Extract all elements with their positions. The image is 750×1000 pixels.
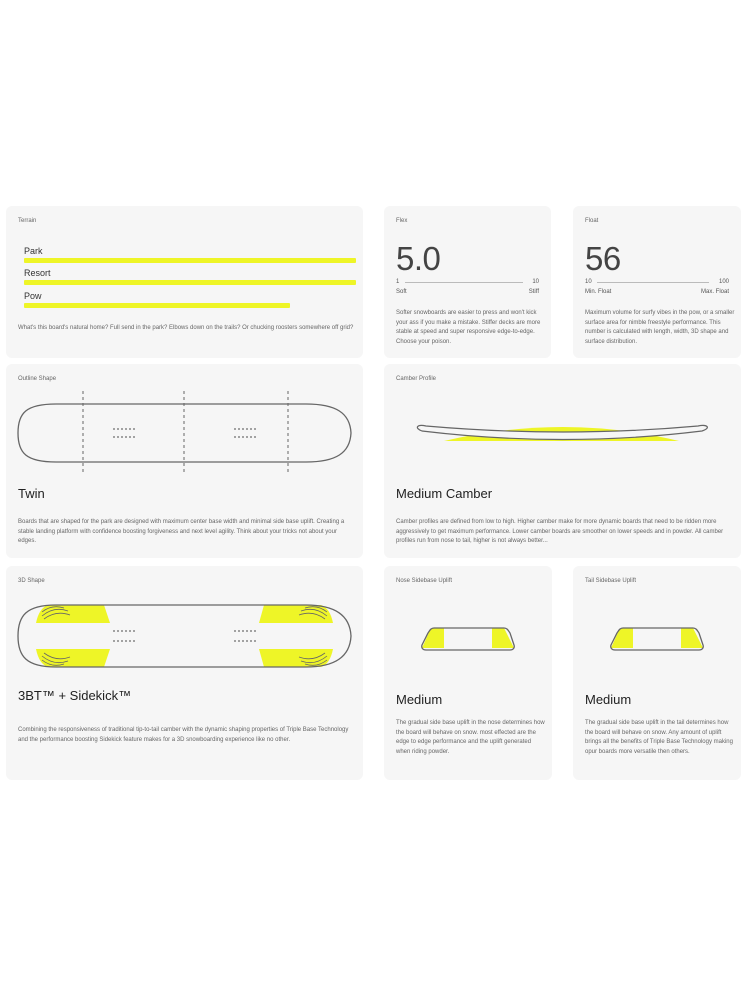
shape3d-insert-dots-left <box>113 630 135 642</box>
tail-description: The gradual side base uplift in the tail determines how the board will behave on snow. Any amount of uplift brings all the benefits of Triple Base Technology making opur boards more versatile then others. <box>585 720 733 755</box>
terrain-resort-bar <box>24 280 356 285</box>
terrain-card <box>6 206 363 358</box>
camber-title: Medium Camber <box>396 486 493 501</box>
tail-right-bottom-highlight <box>259 649 333 667</box>
float-card <box>573 206 741 358</box>
terrain-label: Terrain <box>18 218 37 224</box>
shape3d-graphic <box>6 596 363 676</box>
float-min-label: Min. Float <box>585 289 612 295</box>
flex-max-label: Stiff <box>528 289 539 295</box>
flex-max: 10 <box>532 279 539 285</box>
terrain-pow-bar <box>24 303 290 308</box>
shape3d-description: Combining the responsiveness of traditional tip-to-tail camber with the dynamic shaping properties of Triple Base Technology and the performance boosting Sidekick feature makes for a 3D snowboarding experience like no other. <box>18 727 349 743</box>
float-min: 10 <box>585 279 592 285</box>
insert-dots-left <box>113 428 135 438</box>
outline-description: Boards that are shaped for the park are designed with maximum center base width and minimal side base uplift. Creating a stable landing platform with confidence boosting forgiveness and next level agility. Think about your tricks not about your edges. <box>18 519 345 544</box>
outline-card <box>6 364 363 558</box>
float-max: 100 <box>718 279 729 285</box>
flex-min-label: Soft <box>396 289 407 295</box>
float-label: Float <box>585 218 599 224</box>
flex-description: Softer snowboards are easier to press and won't kick your ass if you make a mistake. Stiffer decks are more stable at speed and super responsive edge-to-edge. Choose your poison. <box>396 310 541 345</box>
tail-label: Tail Sidebase Uplift <box>585 578 637 584</box>
flex-min: 1 <box>396 279 400 285</box>
terrain-park-bar <box>24 258 356 263</box>
shape3d-card <box>6 566 363 780</box>
flex-label: Flex <box>396 218 408 224</box>
outline-label: Outline Shape <box>18 376 57 382</box>
nose-description: The gradual side base uplift in the nose determines how the board will behave on snow. most effected are the edge to edge performance and the uplift generated when riding powder. <box>396 720 545 755</box>
float-max-label: Max. Float <box>700 289 729 295</box>
flex-value: 5.0 <box>396 240 441 277</box>
float-scale-line <box>597 282 709 283</box>
tail-uplift-graphic <box>573 618 741 658</box>
nose-title: Medium <box>396 692 443 707</box>
terrain-description: What's this board's natural home? Full send in the park? Elbows down on the trails? Or chucking roosters somewhere off grid? <box>18 325 354 331</box>
camber-label: Camber Profile <box>396 376 437 382</box>
nose-left-bottom-highlight <box>36 649 110 667</box>
shape3d-insert-dots-right <box>234 630 256 642</box>
terrain-pow-label: Pow <box>24 291 42 301</box>
flex-scale-line <box>405 282 523 283</box>
shape3d-label: 3D Shape <box>18 578 45 584</box>
nose-left-top-highlight <box>36 605 110 623</box>
tail-title: Medium <box>585 692 632 707</box>
float-value: 56 <box>585 240 621 277</box>
camber-description: Camber profiles are defined from low to high. Higher camber make for more dynamic boards that need to be ridden more aggressively to get maximum performance. Lower camber boards are smoother on lower speeds and in powder. All camber profiles run from nose to tail, higher is not always better... <box>396 519 724 544</box>
tail-card <box>573 566 741 780</box>
float-description: Maximum volume for surfy vibes in the pow, or a smaller surface area for nimble freestyle performance. This number is calculated with length, width, 3D shape and surface distribution. <box>585 310 735 345</box>
nose-card <box>384 566 552 780</box>
shape3d-title: 3BT™ + Sidekick™ <box>18 688 132 703</box>
camber-card <box>384 364 741 558</box>
insert-dots-right <box>234 428 256 438</box>
camber-profile-graphic <box>384 408 741 468</box>
outline-title: Twin <box>18 486 45 501</box>
tail-right-highlight <box>681 628 703 648</box>
terrain-park-label: Park <box>24 246 43 256</box>
twin-outline-graphic <box>6 388 363 478</box>
terrain-resort-label: Resort <box>24 268 51 278</box>
nose-uplift-graphic <box>384 618 552 658</box>
tail-right-top-highlight <box>259 605 333 623</box>
nose-label: Nose Sidebase Uplift <box>396 578 453 584</box>
nose-right-highlight <box>492 628 514 648</box>
flex-card <box>384 206 551 358</box>
